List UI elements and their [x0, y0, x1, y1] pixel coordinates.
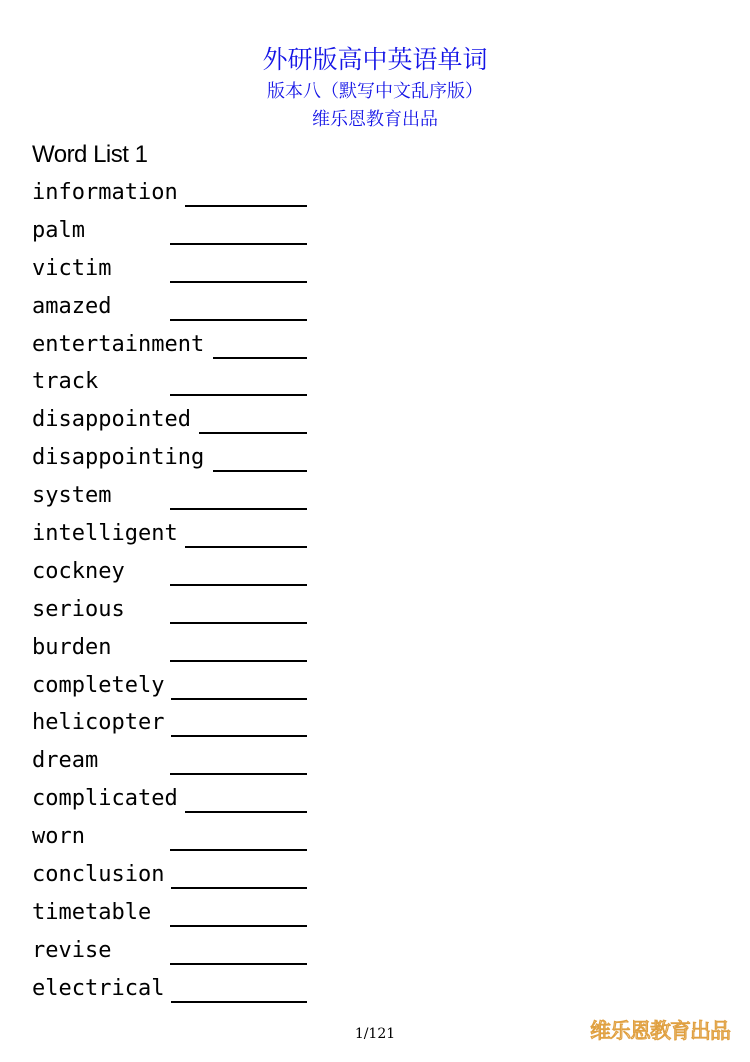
english-word: cockney — [32, 558, 125, 584]
word-row — [32, 593, 322, 631]
word-row — [32, 934, 322, 972]
word-row — [32, 214, 322, 252]
english-word: conclusion — [32, 862, 165, 888]
word-row — [32, 176, 322, 214]
answer-blank[interactable] — [199, 432, 307, 434]
answer-blank[interactable] — [171, 735, 307, 737]
english-word: disappointing — [32, 445, 205, 471]
english-word: complicated — [32, 786, 178, 812]
english-word: completely — [32, 672, 165, 698]
answer-blank[interactable] — [170, 584, 307, 586]
word-list-heading: Word List 1 — [32, 141, 148, 168]
watermark-logo: 维乐恩教育出品 — [590, 1019, 730, 1043]
publisher-line: 维乐恩教育出品 — [312, 109, 438, 130]
word-row — [32, 403, 322, 441]
english-word: information — [32, 180, 178, 205]
answer-blank[interactable] — [185, 546, 307, 548]
answer-blank[interactable] — [171, 698, 307, 700]
english-word: electrical — [32, 975, 165, 1001]
word-row — [32, 858, 322, 896]
english-word: timetable — [32, 899, 152, 925]
english-word: track — [32, 369, 99, 395]
word-row — [32, 631, 322, 669]
word-row — [32, 669, 322, 707]
answer-blank[interactable] — [170, 243, 307, 245]
english-word: intelligent — [32, 521, 178, 547]
word-row — [32, 479, 322, 517]
answer-blank[interactable] — [170, 319, 307, 321]
answer-blank[interactable] — [170, 281, 307, 283]
word-row — [32, 972, 322, 1010]
document-header — [0, 40, 750, 134]
word-row — [32, 441, 322, 479]
word-row — [32, 706, 322, 744]
word-row — [32, 252, 322, 290]
answer-blank[interactable] — [185, 811, 307, 813]
page-number: 1/121 — [354, 1026, 396, 1042]
answer-blank[interactable] — [170, 508, 307, 510]
word-row — [32, 744, 322, 782]
word-row — [32, 290, 322, 328]
english-word: amazed — [32, 293, 112, 319]
english-word: system — [32, 483, 112, 509]
answer-blank[interactable] — [213, 470, 307, 472]
answer-blank[interactable] — [170, 963, 307, 965]
word-row — [32, 555, 322, 593]
word-row — [32, 782, 322, 820]
english-word: worn — [32, 824, 85, 850]
document-title: 外研版高中英语单词 — [262, 45, 488, 74]
english-word: dream — [32, 748, 99, 774]
word-row — [32, 820, 322, 858]
english-word: victim — [32, 255, 112, 281]
answer-blank[interactable] — [170, 849, 307, 851]
word-list — [32, 176, 322, 1010]
english-word: entertainment — [32, 331, 205, 357]
english-word: helicopter — [32, 710, 165, 736]
english-word: serious — [32, 596, 125, 622]
answer-blank[interactable] — [170, 660, 307, 662]
english-word: disappointed — [32, 407, 191, 433]
word-row — [32, 328, 322, 366]
english-word: burden — [32, 634, 112, 660]
answer-blank[interactable] — [171, 1001, 307, 1003]
answer-blank[interactable] — [171, 887, 307, 889]
english-word: palm — [32, 217, 85, 243]
word-row — [32, 517, 322, 555]
english-word: revise — [32, 937, 112, 963]
answer-blank[interactable] — [170, 394, 307, 396]
word-row — [32, 896, 322, 934]
answer-blank[interactable] — [185, 205, 307, 207]
answer-blank[interactable] — [213, 357, 307, 359]
answer-blank[interactable] — [170, 925, 307, 927]
answer-blank[interactable] — [170, 622, 307, 624]
word-row — [32, 365, 322, 403]
document-subtitle: 版本八（默写中文乱序版） — [267, 81, 483, 102]
answer-blank[interactable] — [170, 773, 307, 775]
